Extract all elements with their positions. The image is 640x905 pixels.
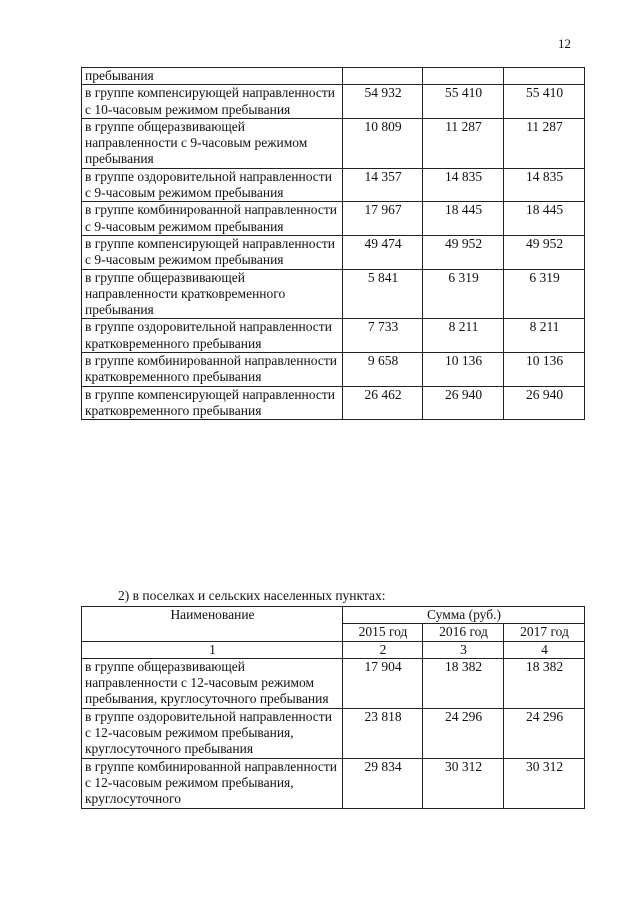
table-row (82, 758, 585, 808)
table-header-row (82, 607, 585, 624)
year-header: 2017 год (504, 624, 585, 641)
table-row (82, 235, 585, 269)
tariff-table-cities (81, 67, 585, 420)
value-2016-cell: 6 319 (423, 269, 504, 319)
value-2017-cell: 11 287 (504, 118, 585, 168)
value-2016-cell: 14 835 (423, 168, 504, 202)
value-2016-cell: 18 382 (423, 658, 504, 708)
value-2016-cell: 26 940 (423, 386, 504, 420)
value-2016-cell: 30 312 (423, 758, 504, 808)
value-2015-cell: 29 834 (343, 758, 423, 808)
value-2017-cell (504, 68, 585, 85)
value-2017-cell: 26 940 (504, 386, 585, 420)
value-2016-cell: 10 136 (423, 353, 504, 387)
value-2015-cell: 7 733 (343, 319, 423, 353)
page-number: 12 (558, 36, 571, 51)
row-name-cell: в группе компенсирующей направленности кратковременного пребывания (82, 386, 343, 420)
value-2016-cell: 55 410 (423, 85, 504, 119)
table-row (82, 118, 585, 168)
table-row (82, 708, 585, 758)
value-2015-cell: 5 841 (343, 269, 423, 319)
value-2017-cell: 55 410 (504, 85, 585, 119)
column-number: 2 (343, 641, 423, 658)
value-2017-cell: 18 382 (504, 658, 585, 708)
value-2016-cell (423, 68, 504, 85)
row-name-cell: в группе общеразвивающей направленности кратковременного пребывания (82, 269, 343, 319)
table-row (82, 319, 585, 353)
table-row (82, 68, 585, 85)
row-name-cell: в группе компенсирующей направленности с 10-часовым режимом пребывания (82, 85, 343, 119)
row-name-cell: в группе комбинированной направленности кратковременного пребывания (82, 353, 343, 387)
value-2017-cell: 10 136 (504, 353, 585, 387)
value-2015-cell: 54 932 (343, 85, 423, 119)
value-2015-cell: 26 462 (343, 386, 423, 420)
sum-column-header: Сумма (руб.) (343, 607, 585, 624)
row-name-cell: в группе компенсирующей направленности с 9-часовым режимом пребывания (82, 235, 343, 269)
year-header: 2015 год (343, 624, 423, 641)
row-name-cell: в группе оздоровительной направленности с 9-часовым режимом пребывания (82, 168, 343, 202)
value-2017-cell: 18 445 (504, 202, 585, 236)
value-2015-cell: 17 967 (343, 202, 423, 236)
section-title: 2) в поселках и сельских населенных пунктах: (118, 588, 386, 603)
value-2017-cell: 14 835 (504, 168, 585, 202)
value-2017-cell: 8 211 (504, 319, 585, 353)
value-2016-cell: 49 952 (423, 235, 504, 269)
row-name-cell: в группе оздоровительной направленности с 12-часовым режимом пребывания, круглосуточного пребывания (82, 708, 343, 758)
table-row (82, 658, 585, 708)
row-name-cell: в группе комбинированной направленности с 9-часовым режимом пребывания (82, 202, 343, 236)
value-2017-cell: 24 296 (504, 708, 585, 758)
value-2015-cell: 23 818 (343, 708, 423, 758)
value-2015-cell: 10 809 (343, 118, 423, 168)
value-2016-cell: 8 211 (423, 319, 504, 353)
row-name-cell: пребывания (82, 68, 343, 85)
row-name-cell: в группе общеразвивающей направленности с 12-часовым режимом пребывания, круглосуточного пребывания (82, 658, 343, 708)
column-number: 1 (82, 641, 343, 658)
value-2015-cell: 9 658 (343, 353, 423, 387)
value-2015-cell: 49 474 (343, 235, 423, 269)
value-2017-cell: 49 952 (504, 235, 585, 269)
row-name-cell: в группе оздоровительной направленности кратковременного пребывания (82, 319, 343, 353)
column-number-row (82, 641, 585, 658)
table-row (82, 202, 585, 236)
row-name-cell: в группе общеразвивающей направленности с 9-часовым режимом пребывания (82, 118, 343, 168)
year-header: 2016 год (423, 624, 504, 641)
table-row (82, 386, 585, 420)
row-name-cell: в группе комбинированной направленности с 12-часовым режимом пребывания, круглосуточного (82, 758, 343, 808)
table-row (82, 269, 585, 319)
value-2017-cell: 30 312 (504, 758, 585, 808)
value-2015-cell: 14 357 (343, 168, 423, 202)
value-2016-cell: 11 287 (423, 118, 504, 168)
value-2016-cell: 24 296 (423, 708, 504, 758)
table-row (82, 353, 585, 387)
column-number: 3 (423, 641, 504, 658)
value-2015-cell: 17 904 (343, 658, 423, 708)
column-number: 4 (504, 641, 585, 658)
value-2016-cell: 18 445 (423, 202, 504, 236)
table-row (82, 168, 585, 202)
name-column-header: Наименование (82, 607, 343, 642)
value-2015-cell (343, 68, 423, 85)
tariff-table-villages (81, 606, 585, 809)
value-2017-cell: 6 319 (504, 269, 585, 319)
table-row (82, 85, 585, 119)
